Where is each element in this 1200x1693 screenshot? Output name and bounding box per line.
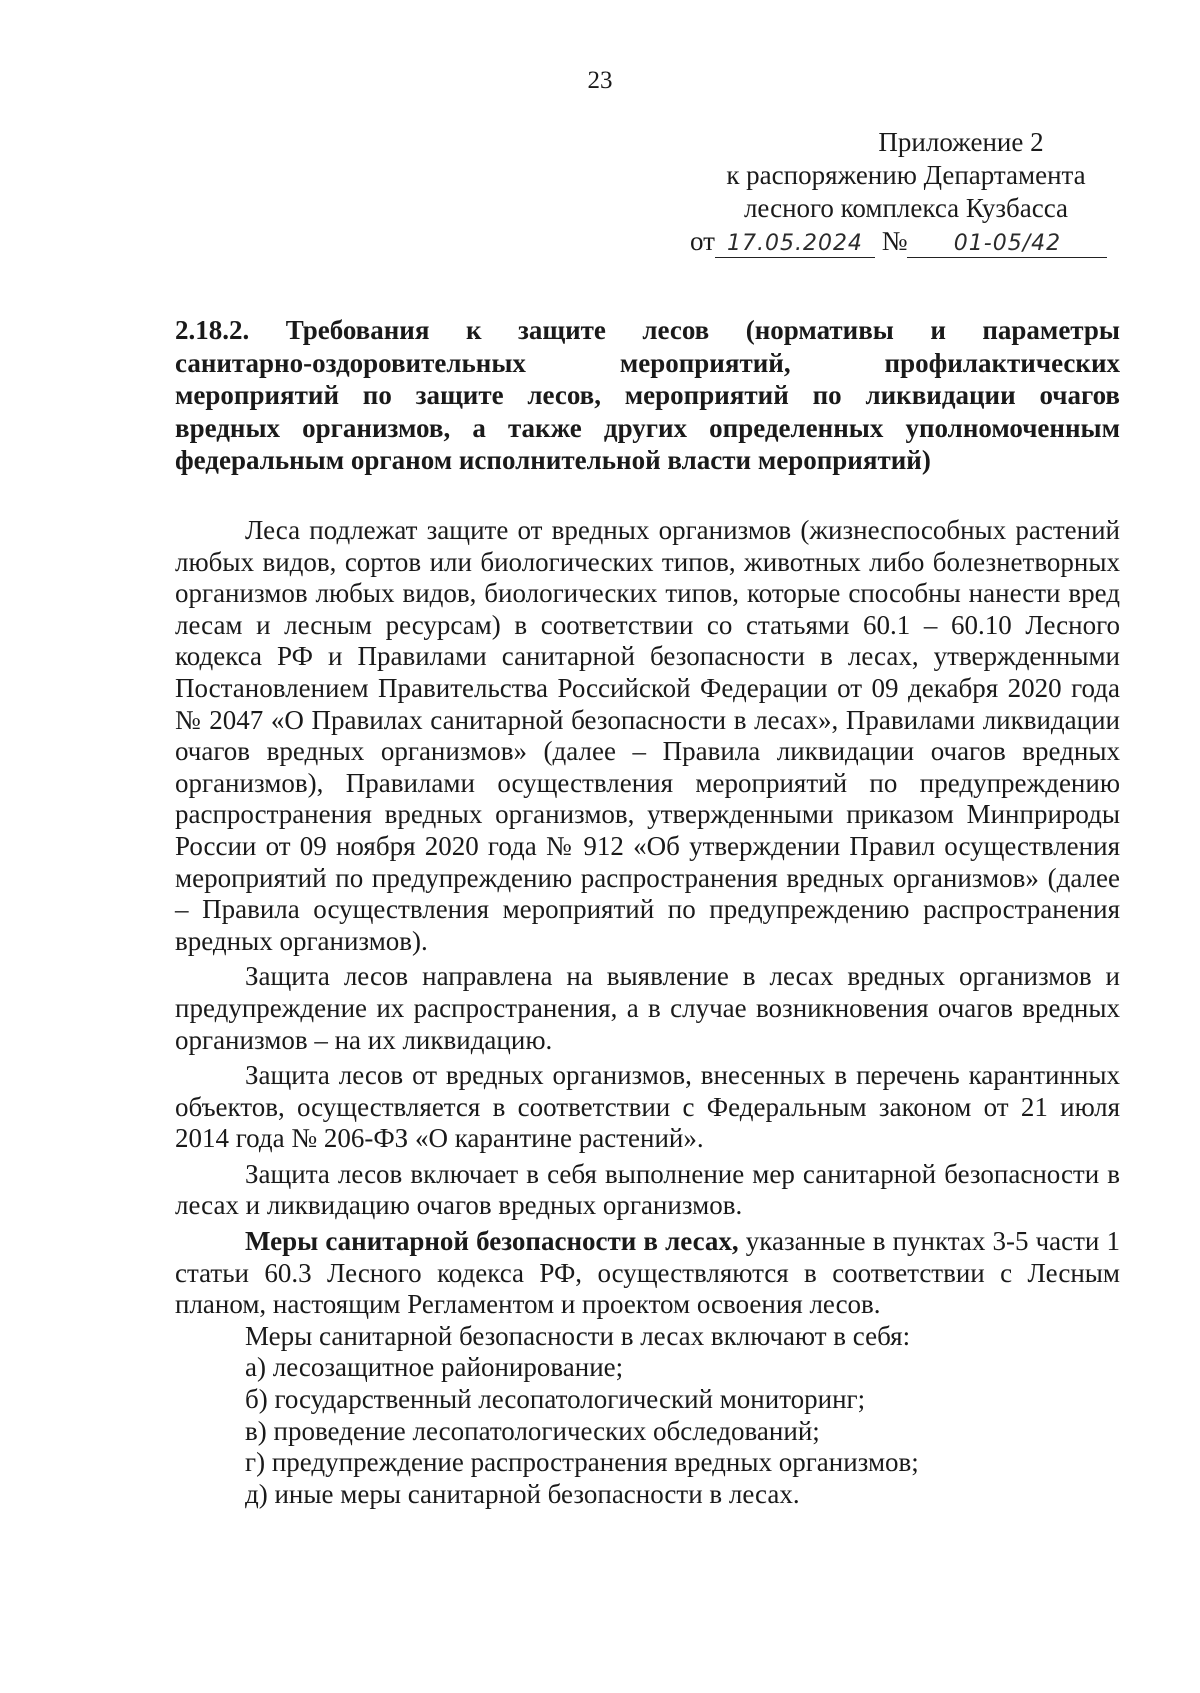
appendix-order-line: к распоряжению Департамента	[726, 160, 1086, 190]
paragraph-measures-intro: Меры санитарной безопасности в лесах включают в себя:	[245, 1320, 911, 1351]
body-text	[175, 515, 1120, 1510]
paragraph-quarantine: Защита лесов от вредных организмов, внесенных в перечень карантинных объектов, осуществляется в соответствии с Федеральным законом от 21 июля 2014 года № 206-ФЗ «О карантине растений».	[175, 1060, 1120, 1154]
list-item: д) иные меры санитарной безопасности в лесах.	[245, 1478, 800, 1509]
heading-line: санитарно-оздоровительных мероприятий, профилактических	[175, 347, 1120, 378]
heading-line: федеральным органом исполнительной власти мероприятий)	[175, 445, 931, 475]
number-sign: №	[881, 226, 908, 256]
section-heading	[175, 314, 1120, 477]
page-number: 23	[587, 67, 613, 94]
list-item: в) проведение лесопатологических обследований;	[245, 1415, 820, 1446]
appendix-title: Приложение 2	[878, 127, 1044, 157]
list-item: г) предупреждение распространения вредных организмов;	[245, 1447, 919, 1478]
sanitary-measures-text: указанные в пунктах 3-5 части 1 статьи 60.3 Лесного кодекса РФ, осуществляются в соответствии с Лесным планом, настоящим Регламентом и проектом освоения лесов.	[175, 1226, 1120, 1320]
heading-line: мероприятий по защите лесов, мероприятий по ликвидации очагов	[175, 380, 1120, 410]
list-item: а) лесозащитное районирование;	[245, 1352, 624, 1383]
appendix-department-line: лесного комплекса Кузбасса	[743, 193, 1069, 223]
handwritten-date: 17.05.2024	[715, 231, 875, 258]
heading-line: вредных организмов, а также других определенных уполномоченным	[175, 412, 1120, 443]
sanitary-measures-term: Меры санитарной безопасности в лесах,	[245, 1226, 739, 1257]
paragraph-protection-purpose: Защита лесов направлена на выявление в лесах вредных организмов и предупреждение их распространения, а в случае возникновения очагов вредных организмов – на их ликвидацию.	[175, 961, 1120, 1055]
paragraph-protection-basis: Леса подлежат защите от вредных организмов (жизнеспособных растений любых видов, сортов или биологических типов, животных либо болезнетворных организмов любых видов, биологических типов, которые способны нанести вред лесам и лесным ресурсам) в соответствии со статьями 60.1 – 60.10 Лесного кодекса РФ и Правилами санитарной безопасности в лесах, утвержденными Постановлением Правительства Российской Федерации от 09 декабря 2020 года № 2047 «О Правилах санитарной безопасности в лесах», Правилами ликвидации очагов вредных организмов» (далее – Правила ликвидации очагов вредных организмов), Правилами осуществления мероприятий по предупреждению распространения вредных организмов, утвержденными приказом Минприроды России от 09 ноября 2020 года № 912 «Об утверждении Правил осуществления мероприятий по предупреждению распространения вредных организмов» (далее – Правила осуществления мероприятий по предупреждению распространения вредных организмов).	[175, 515, 1120, 956]
from-prefix: от	[690, 226, 715, 256]
paragraph-protection-includes: Защита лесов включает в себя выполнение мер санитарной безопасности в лесах и ликвидацию очагов вредных организмов.	[175, 1158, 1120, 1221]
appendix-reference-line	[690, 225, 1122, 258]
paragraph-sanitary-measures	[175, 1226, 1120, 1321]
handwritten-number: 01-05/42	[907, 231, 1107, 258]
heading-line: 2.18.2. Требования к защите лесов (нормативы и параметры	[175, 315, 1120, 345]
list-item: б) государственный лесопатологический мониторинг;	[245, 1384, 866, 1415]
appendix-block	[690, 126, 1122, 258]
